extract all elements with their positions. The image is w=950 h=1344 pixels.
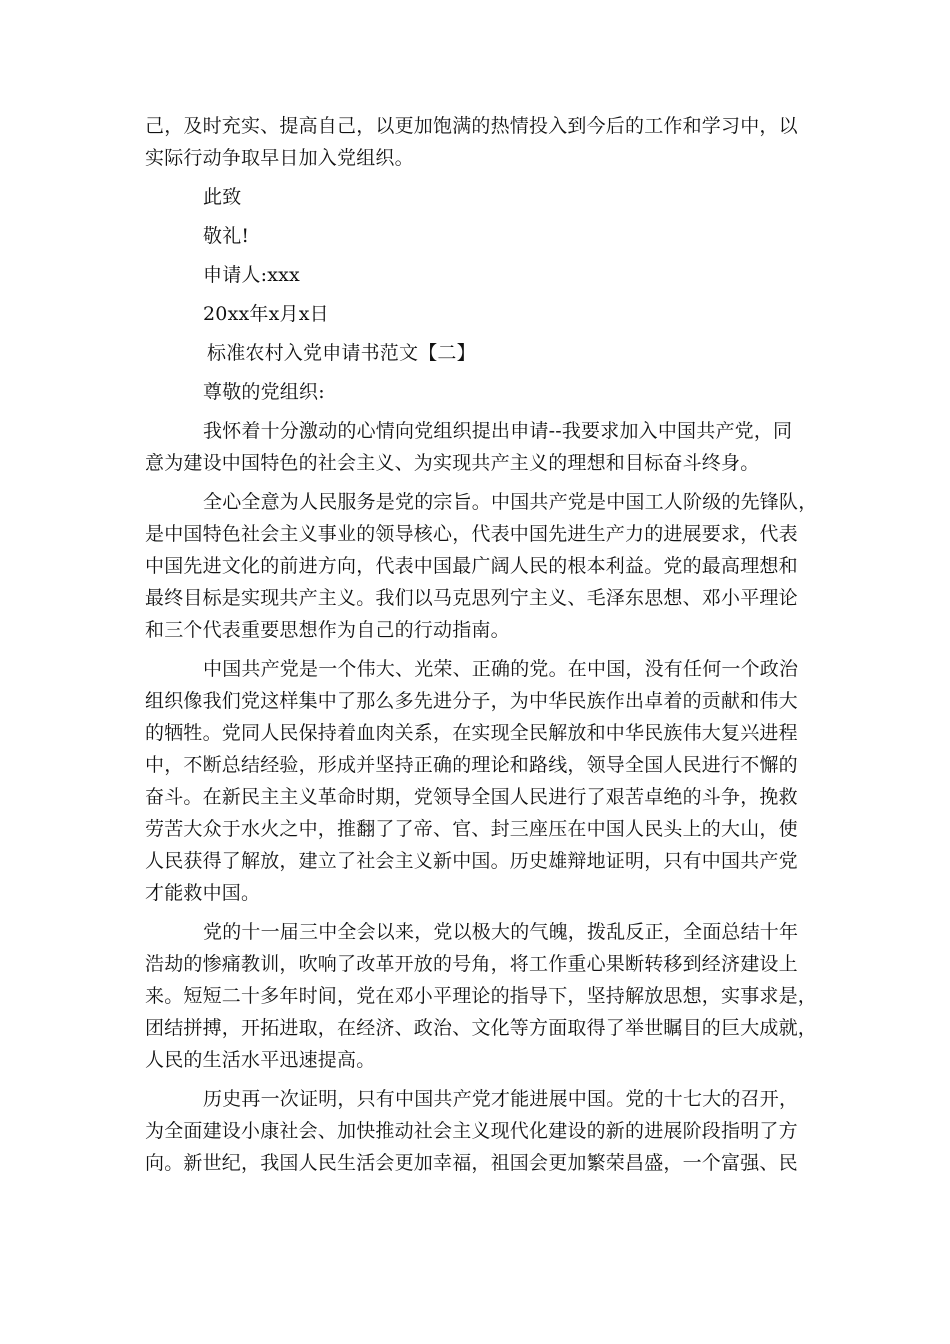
text-line: 劳苦大众于水火之中，推翻了了帝、官、封三座压在中国人民头上的大山，使 [145,818,798,840]
text-line: 中，不断总结经验，形成并坚持正确的理论和路线，领导全国人民进行不懈的 [145,754,798,776]
text-line: 我怀着十分激动的心情向党组织提出申请--我要求加入中国共产党，同 [203,420,793,442]
text-line: 的牺牲。党同人民保持着血肉关系，在实现全民解放和中华民族伟大复兴进程 [145,722,798,744]
salute-text: 敬礼! [203,225,250,247]
text-line: 党的十一届三中全会以来，党以极大的气魄，拨乱反正，全面总结十年 [203,921,799,943]
text-line: 浩劫的惨痛教训，吹响了改革开放的号角，将工作重心果断转移到经济建设上 [145,953,798,975]
closing-text: 此致 [203,186,242,208]
paragraph-5 [145,1083,800,1179]
paragraph-1 [145,415,800,479]
text-line: 己，及时充实、提高自己，以更加饱满的热情投入到今后的工作和学习中，以 [145,115,798,137]
text-line: 团结拼搏，开拓进取，在经济、政治、文化等方面取得了举世瞩目的巨大成就， [145,1017,818,1039]
text-line: 最终目标是实现共产主义。我们以马克思列宁主义、毛泽东思想、邓小平理论 [145,587,798,609]
text-line: 来。短短二十多年时间，党在邓小平理论的指导下，坚持解放思想，实事求是， [145,985,818,1007]
text-line: 人民的生活水平迅速提高。 [145,1049,376,1071]
paragraph-opening [145,110,800,174]
text-line: 中国先进文化的前进方向，代表中国最广阔人民的根本利益。党的最高理想和 [145,555,798,577]
text-line: 历史再一次证明，只有中国共产党才能进展中国。党的十七大的召开， [203,1088,799,1110]
text-line: 和三个代表重要思想作为自己的行动指南。 [145,619,510,641]
applicant-text: 申请人:xxx [203,264,300,286]
text-line: 全心全意为人民服务是党的宗旨。中国共产党是中国工人阶级的先锋队， [203,491,818,513]
greeting-text: 尊敬的党组织: [203,381,325,403]
paragraph-3 [145,653,800,909]
text-line: 才能救中国。 [145,882,261,904]
text-line: 组织像我们党这样集中了那么多先进分子，为中华民族作出卓着的贡献和伟大 [145,690,798,712]
document-body [145,110,818,1186]
section-title: 标准农村入党申请书范文【二】 [207,342,476,364]
text-line: 为全面建设小康社会、加快推动社会主义现代化建设的新的进展阶段指明了方 [145,1120,798,1142]
text-line: 是中国特色社会主义事业的领导核心，代表中国先进生产力的进展要求，代表 [145,523,798,545]
date-text: 20xx年x月x日 [203,303,329,325]
text-line: 实际行动争取早日加入党组织。 [145,147,414,169]
text-line: 奋斗。在新民主主义革命时期，党领导全国人民进行了艰苦卓绝的斗争，挽救 [145,786,798,808]
paragraph-2 [145,486,818,646]
text-line: 中国共产党是一个伟大、光荣、正确的党。在中国，没有任何一个政治 [203,658,799,680]
text-line: 向。新世纪，我国人民生活会更加幸福，祖国会更加繁荣昌盛，一个富强、民 [145,1152,798,1174]
paragraph-4 [145,916,818,1076]
text-line: 意为建设中国特色的社会主义、为实现共产主义的理想和目标奋斗终身。 [145,452,760,474]
text-line: 人民获得了解放，建立了社会主义新中国。历史雄辩地证明，只有中国共产党 [145,850,798,872]
